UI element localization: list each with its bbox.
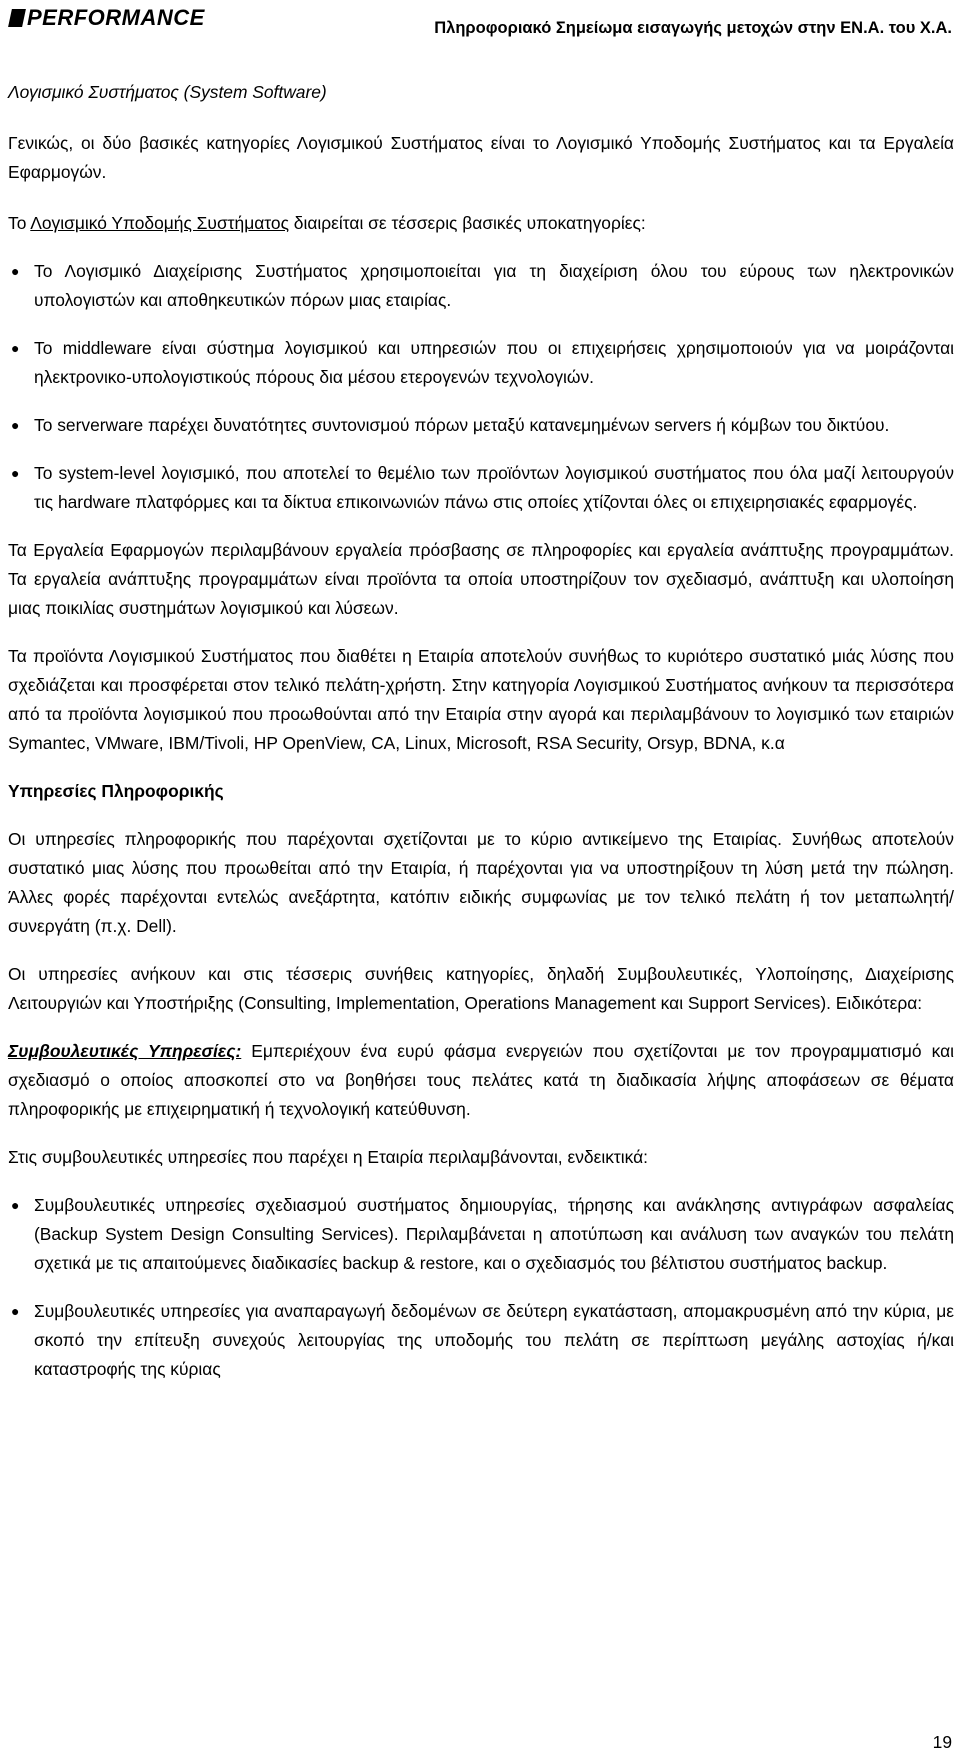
header-title: Πληροφοριακό Σημείωμα εισαγωγής μετοχών στην ΕΝ.Α. του Χ.Α.	[434, 19, 952, 37]
section-heading-it-services: Υπηρεσίες Πληροφορικής	[8, 781, 224, 801]
list-item	[8, 334, 954, 392]
bullet-icon: ●	[11, 1303, 20, 1319]
list-item-text: Συμβουλευτικές υπηρεσίες για αναπαραγωγή δεδομένων σε δεύτερη εγκατάσταση, απομακρυσμένη από την κύρια, με σκοπό την επίτευξη συνεχούς λειτουργίας της υποδομής του πελάτη σε περίπτωση μεγάλης αστοχίας ή/και καταστροφής της κύριας	[34, 1301, 954, 1379]
list-item-text: Το serverware παρέχει δυνατότητες συντονισμού πόρων μεταξύ κατανεμημένων servers ή κόμβων του δικτύου.	[34, 415, 890, 435]
logo-mark-icon	[8, 9, 26, 27]
list-item-text: Το system-level λογισμικό, που αποτελεί το θεμέλιο των προϊόντων λογισμικού συστήματος που όλα μαζί λειτουργούν τις hardware πλατφόρμες και τα δίκτυα επικοινωνιών πάνω στις οποίες χτίζονται όλες οι επιχειρησιακές εφαρμογές.	[34, 463, 954, 512]
bullet-icon: ●	[11, 263, 20, 279]
company-logo	[10, 6, 205, 30]
infra-prefix: Το	[8, 213, 31, 233]
list-item	[8, 1191, 954, 1278]
infra-suffix: διαιρείται σε τέσσερις βασικές υποκατηγορίες:	[288, 213, 646, 233]
services-paragraph-1: Οι υπηρεσίες πληροφορικής που παρέχονται σχετίζονται με το κύριο αντικείμενο της Εταιρίας. Συνήθως αποτελούν συστατικό μιας λύσης που προωθείται από την Εταιρία, ή παρέχονται για να υποστηρίξουν τη λύση μετά την πώληση. Άλλες φορές παρέχονται εντελώς ανεξάρτητα, κατόπιν ειδικής συμφωνίας με τον τελικό πελάτη ή τον μεταπωλητή/συνεργάτη (π.χ. Dell).	[8, 829, 954, 936]
logo-text: PERFORMANCE	[27, 5, 205, 30]
document-body	[8, 78, 954, 1384]
consulting-bullet-list	[8, 1191, 954, 1384]
list-item	[8, 411, 954, 440]
list-item	[8, 1297, 954, 1384]
bullet-icon: ●	[11, 417, 20, 433]
consulting-text: Εμπεριέχουν ένα ευρύ φάσμα ενεργειών που σχετίζονται με τον προγραμματισμό και σχεδιασμό ο οποίος αποσκοπεί στο να βοηθήσει τους πελάτες κατά τη διαδικασία λήψης αποφάσεων σε θέματα πληροφορικής με επιχειρηματική ή τεχνολογική κατεύθυνση.	[8, 1041, 954, 1119]
page-header	[8, 4, 954, 37]
bullet-icon: ●	[11, 340, 20, 356]
infra-bullet-list	[8, 257, 954, 517]
list-item-text: Το Λογισμικό Διαχείρισης Συστήματος χρησιμοποιείται για τη διαχείριση όλου του εύρους των ηλεκτρονικών υπολογιστών και αποθηκευτικών πόρων μιας εταιρίας.	[34, 261, 954, 310]
tools-paragraph: Τα Εργαλεία Εφαρμογών περιλαμβάνουν εργαλεία πρόσβασης σε πληροφορίες και εργαλεία ανάπτυξης προγραμμάτων. Τα εργαλεία ανάπτυξης προγραμμάτων είναι προϊόντα τα οποία υποστηρίζουν τον σχεδιασμό, ανάπτυξη και υλοποίηση μιας ποικιλίας συστημάτων λογισμικού και λύσεων.	[8, 540, 954, 618]
list-item-text: Συμβουλευτικές υπηρεσίες σχεδιασμού συστήματος δημιουργίας, τήρησης και ανάκλησης αντιγράφων ασφαλείας (Backup System Design Consulting Services). Περιλαμβάνεται η αποτύπωση και ανάλυση των αναγκών του πελάτη σχετικά με τις απαιτούμενες διαδικασίες backup & restore, και ο σχεδιασμός του βέλτιστου συστήματος backup.	[34, 1195, 954, 1273]
products-paragraph: Τα προϊόντα Λογισμικού Συστήματος που διαθέτει η Εταιρία αποτελούν συνήθως το κυριότερο συστατικό μιάς λύσης που σχεδιάζεται και προσφέρεται στον τελικό πελάτη-χρήστη. Στην κατηγορία Λογισμικού Συστήματος ανήκουν τα περισσότερα από τα προϊόντα λογισμικού που προωθούνται από την Εταιρία στην αγορά και περιλαμβάνουν το λογισμικό των εταιριών Symantec, VMware, IBM/Tivoli, HP OpenView, CA, Linux, Microsoft, RSA Security, Orsyp, BDNA, κ.α	[8, 646, 954, 753]
section-heading-system-software: Λογισμικό Συστήματος (System Software)	[8, 82, 327, 102]
consulting-label: Συμβουλευτικές Υπηρεσίες:	[8, 1041, 242, 1061]
bullet-icon: ●	[11, 465, 20, 481]
intro-paragraph: Γενικώς, οι δύο βασικές κατηγορίες Λογισμικού Συστήματος είναι το Λογισμικό Υποδομής Συστήματος και τα Εργαλεία Εφαρμογών.	[8, 133, 954, 182]
consulting-paragraph	[8, 1037, 954, 1124]
list-item-text: Το middleware είναι σύστημα λογισμικού και υπηρεσιών που οι επιχειρήσεις χρησιμοποιούν για να μοιράζονται ηλεκτρονικο-υπολογιστικούς πόρους δια μέσου ετερογενών τεχνολογιών.	[34, 338, 954, 387]
list-item	[8, 459, 954, 517]
infra-paragraph	[8, 209, 954, 238]
services-paragraph-2: Οι υπηρεσίες ανήκουν και στις τέσσερις συνήθεις κατηγορίες, δηλαδή Συμβουλευτικές, Υλοποίησης, Διαχείρισης Λειτουργιών και Υποστήριξης (Consulting, Implementation, Operations Management και Support Services). Ειδικότερα:	[8, 964, 954, 1013]
list-item	[8, 257, 954, 315]
bullet-icon: ●	[11, 1197, 20, 1213]
consulting-intro: Στις συμβουλευτικές υπηρεσίες που παρέχει η Εταιρία περιλαμβάνονται, ενδεικτικά:	[8, 1147, 649, 1167]
page-number: 19	[932, 1732, 952, 1752]
infra-underlined-term: Λογισμικό Υποδομής Συστήματος	[30, 213, 289, 233]
